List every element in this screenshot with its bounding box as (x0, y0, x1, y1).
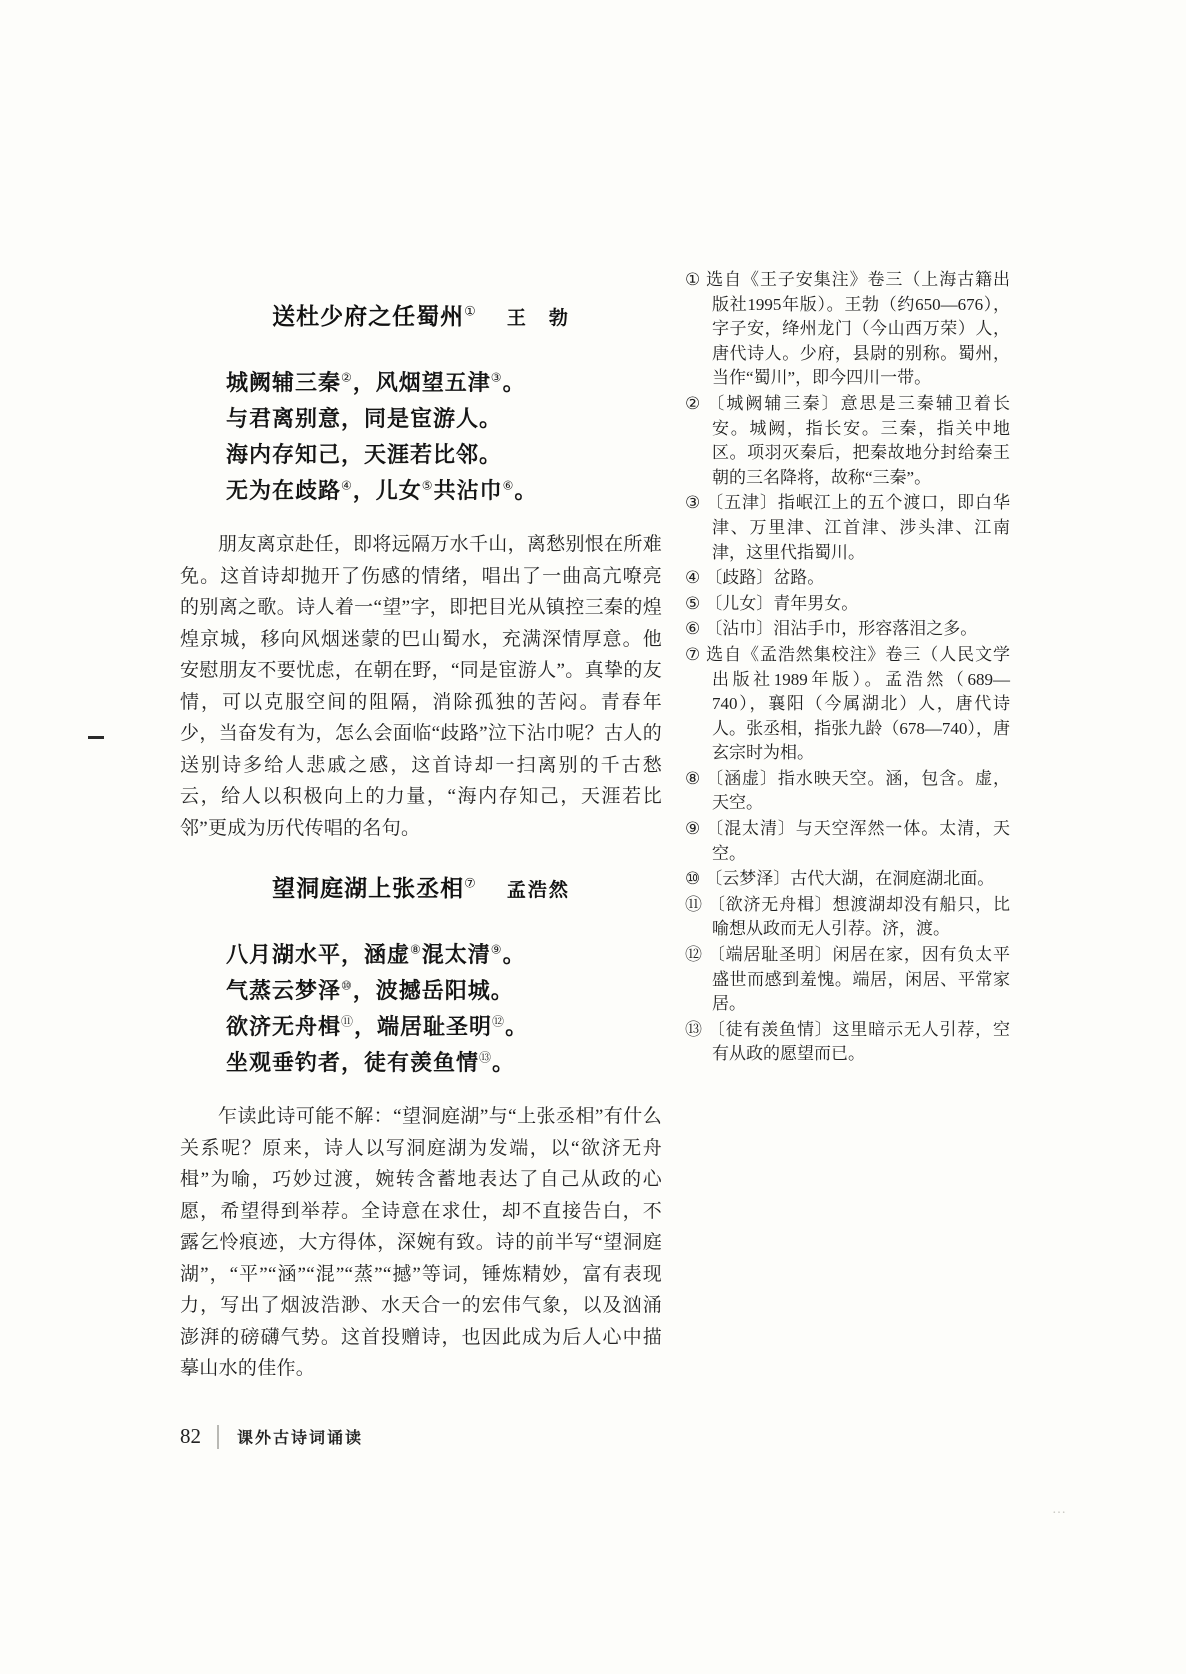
note-ref: ④ (341, 478, 353, 493)
poem-line (226, 1045, 662, 1081)
annotation-item (685, 268, 1010, 391)
poem2-title-note-ref: ⑦ (464, 875, 477, 891)
annotation-number: ⑪ (685, 894, 703, 914)
poem1-title-text: 送杜少府之任蜀州 (272, 303, 465, 329)
annotation-text: 〔端居耻圣明〕闲居在家，因有负太平盛世而感到羞愧。端居，闲居、平常家居。 (707, 945, 1011, 1014)
poem-text: 无为在歧路 (226, 478, 342, 503)
annotation-number: ⑦ (685, 644, 702, 664)
annotations-column (685, 268, 1010, 1385)
note-ref: ⑪ (341, 1014, 355, 1029)
annotation-text: 〔欲济无舟楫〕想渡湖却没有船只，比喻想从政而无人引荐。济，渡。 (707, 894, 1011, 939)
poem2-title-text: 望洞庭湖上张丞相 (272, 875, 465, 901)
footer-section-label: 课外古诗词诵读 (237, 1430, 364, 1447)
poem1-section (180, 298, 662, 844)
annotation-item (685, 943, 1010, 1017)
annotation-item (685, 392, 1010, 490)
poem2-section (180, 870, 662, 1385)
poem-line (226, 973, 662, 1009)
note-ref: ⑧ (410, 942, 422, 957)
poem-line (226, 937, 662, 973)
poem-line (226, 1009, 662, 1045)
poem1-commentary: 朋友离京赴任，即将远隔万水千山，离愁别恨在所难免。这首诗却抛开了伤感的情绪，唱出了一曲高亢嘹亮的别离之歌。诗人着一“望”字，即把目光从镇控三秦的煌煌京城，移向风烟迷蒙的巴山蜀水，充满深情厚意。他安慰朋友不要忧虑，在朝在野，“同是宦游人”。真挚的友情，可以克服空间的阻隔，消除孤独的苦闷。青春年少，当奋发有为，怎么会面临“歧路”泣下沾巾呢？古人的送别诗多给人悲戚之感，这首诗却一扫离别的千古愁云，给人以积极向上的力量，“海内存知己，天涯若比邻”更成为历代传唱的名句。 (180, 534, 662, 839)
poem-text: 八月湖水平，涵虚 (226, 942, 411, 967)
annotation-item (685, 1018, 1010, 1067)
poem-text: 坐观垂钓者，徒有羡鱼情 (226, 1050, 480, 1075)
annotation-text: 〔城阙辅三秦〕意思是三秦辅卫着长安。城阙，指长安。三秦，指关中地区。项羽灭秦后，把秦故地分封给秦王朝的三名降将，故称“三秦”。 (707, 393, 1010, 487)
poem-text: 欲济无舟楫 (226, 1014, 342, 1039)
page-footer (180, 1424, 363, 1449)
annotation-text: 〔混太清〕与天空浑然一体。太清，天空。 (706, 819, 1010, 863)
annotation-text: 〔五津〕指岷江上的五个渡口，即白华津、万里津、江首津、涉头津、江南津，这里代指蜀川。 (706, 493, 1010, 562)
poem-text: 。 (505, 1014, 529, 1039)
note-ref: ⑫ (492, 1014, 506, 1029)
annotation-item (685, 767, 1010, 816)
note-ref: ⑩ (341, 978, 353, 993)
annotation-text: 〔儿女〕青年男女。 (705, 593, 859, 613)
main-column (180, 268, 662, 1385)
footer-divider (217, 1425, 219, 1449)
annotation-number: ④ (685, 568, 701, 588)
annotation-number: ⑫ (685, 945, 703, 965)
annotation-number: ⑤ (685, 593, 701, 613)
poem1-title (180, 298, 662, 331)
note-ref: ⑨ (490, 942, 503, 957)
note-ref: ③ (490, 370, 503, 385)
annotation-number: ⑥ (685, 619, 701, 639)
note-ref: ⑤ (421, 478, 434, 493)
poem2-title (180, 870, 662, 903)
annotation-item (685, 867, 1010, 892)
annotation-item (685, 491, 1010, 565)
note-ref: ⑬ (479, 1050, 493, 1065)
poem2-commentary: 乍读此诗可能不解：“望洞庭湖”与“上张丞相”有什么关系呢？原来，诗人以写洞庭湖为发端，以“欲济无舟楫”为喻，巧妙过渡，婉转含蓄地表达了自己从政的心愿，希望得到举荐。全诗意在求仕，却不直接告白，不露乞怜痕迹，大方得体，深婉有致。诗的前半写“望洞庭湖”，“平”“涵”“混”“蒸”“撼”等词，锤炼精妙，富有表现力，写出了烟波浩渺、水天合一的宏伟气象，以及汹涌澎湃的磅礴气势。这首投赠诗，也因此成为后人心中描摹山水的佳作。 (180, 1106, 662, 1379)
annotation-text: 选自《王子安集注》卷三（上海古籍出版社1995年版）。王勃（约650—676），字子安，绛州龙门（今山西万荣）人，唐代诗人。少府，县尉的别称。蜀州，当作“蜀川”，即今四川一带。 (706, 270, 1010, 388)
annotation-item (685, 592, 1010, 617)
poem2-body (180, 937, 662, 1081)
margin-dash (88, 736, 104, 739)
page-content (180, 268, 1010, 1385)
poem-text: 海内存知己，天涯若比邻。 (226, 442, 503, 467)
annotation-item (685, 566, 1010, 591)
annotation-item (685, 643, 1010, 766)
note-ref: ② (341, 370, 353, 385)
poem2-author: 孟浩然 (506, 880, 570, 901)
poem-text: 气蒸云梦泽 (226, 978, 342, 1003)
poem-line (226, 437, 662, 473)
poem1-author: 王 勃 (506, 308, 570, 329)
poem-text: 。 (502, 942, 526, 967)
poem-text: 共沾巾 (433, 478, 503, 503)
poem-text: ，儿女 (352, 478, 422, 503)
annotation-item (685, 817, 1010, 866)
annotation-number: ② (685, 393, 703, 413)
annotation-text: 〔云梦泽〕古代大湖，在洞庭湖北面。 (705, 869, 995, 889)
poem-text: 。 (514, 478, 538, 503)
poem-line (226, 401, 662, 437)
poem-line (226, 365, 662, 401)
annotation-text: 选自《孟浩然集校注》卷三（人民文学出版社1989年版）。孟浩然（689—740），襄阳（今属湖北）人，唐代诗人。张丞相，指张九龄（678—740），唐玄宗时为相。 (706, 644, 1010, 763)
annotation-number: ⑩ (685, 869, 701, 889)
page-number: 82 (180, 1424, 201, 1448)
annotation-text: 〔涵虚〕指水映天空。涵，包含。虚，天空。 (706, 768, 1010, 813)
poem-text: ，风烟望五津 (352, 370, 491, 395)
poem-text: ，端居耻圣明 (354, 1014, 493, 1039)
poem-text: 城阙辅三秦 (226, 370, 342, 395)
poem-text: 。 (502, 370, 526, 395)
annotation-item (685, 617, 1010, 642)
annotation-number: ⑧ (685, 768, 702, 788)
poem1-body (180, 365, 662, 509)
annotation-text: 〔歧路〕岔路。 (705, 568, 825, 588)
annotation-number: ① (685, 270, 702, 289)
poem-text: 与君离别意，同是宦游人。 (226, 406, 503, 431)
annotation-item (685, 893, 1010, 942)
poem-line (226, 473, 662, 509)
note-ref: ⑥ (502, 478, 515, 493)
poem1-title-note-ref: ① (464, 303, 477, 319)
poem-text: ，波撼岳阳城。 (352, 978, 514, 1003)
annotation-text: 〔沾巾〕泪沾手巾，形容落泪之多。 (705, 619, 978, 639)
poem-text: 混太清 (421, 942, 491, 967)
annotation-number: ⑬ (685, 1019, 703, 1039)
annotation-text: 〔徒有羡鱼情〕这里暗示无人引荐，空有从政的愿望而已。 (707, 1019, 1011, 1064)
annotation-number: ⑨ (685, 819, 702, 839)
poem-text: 。 (492, 1050, 516, 1075)
scan-artifact-ellipsis: … (1052, 1502, 1066, 1517)
annotation-number: ③ (685, 493, 702, 513)
